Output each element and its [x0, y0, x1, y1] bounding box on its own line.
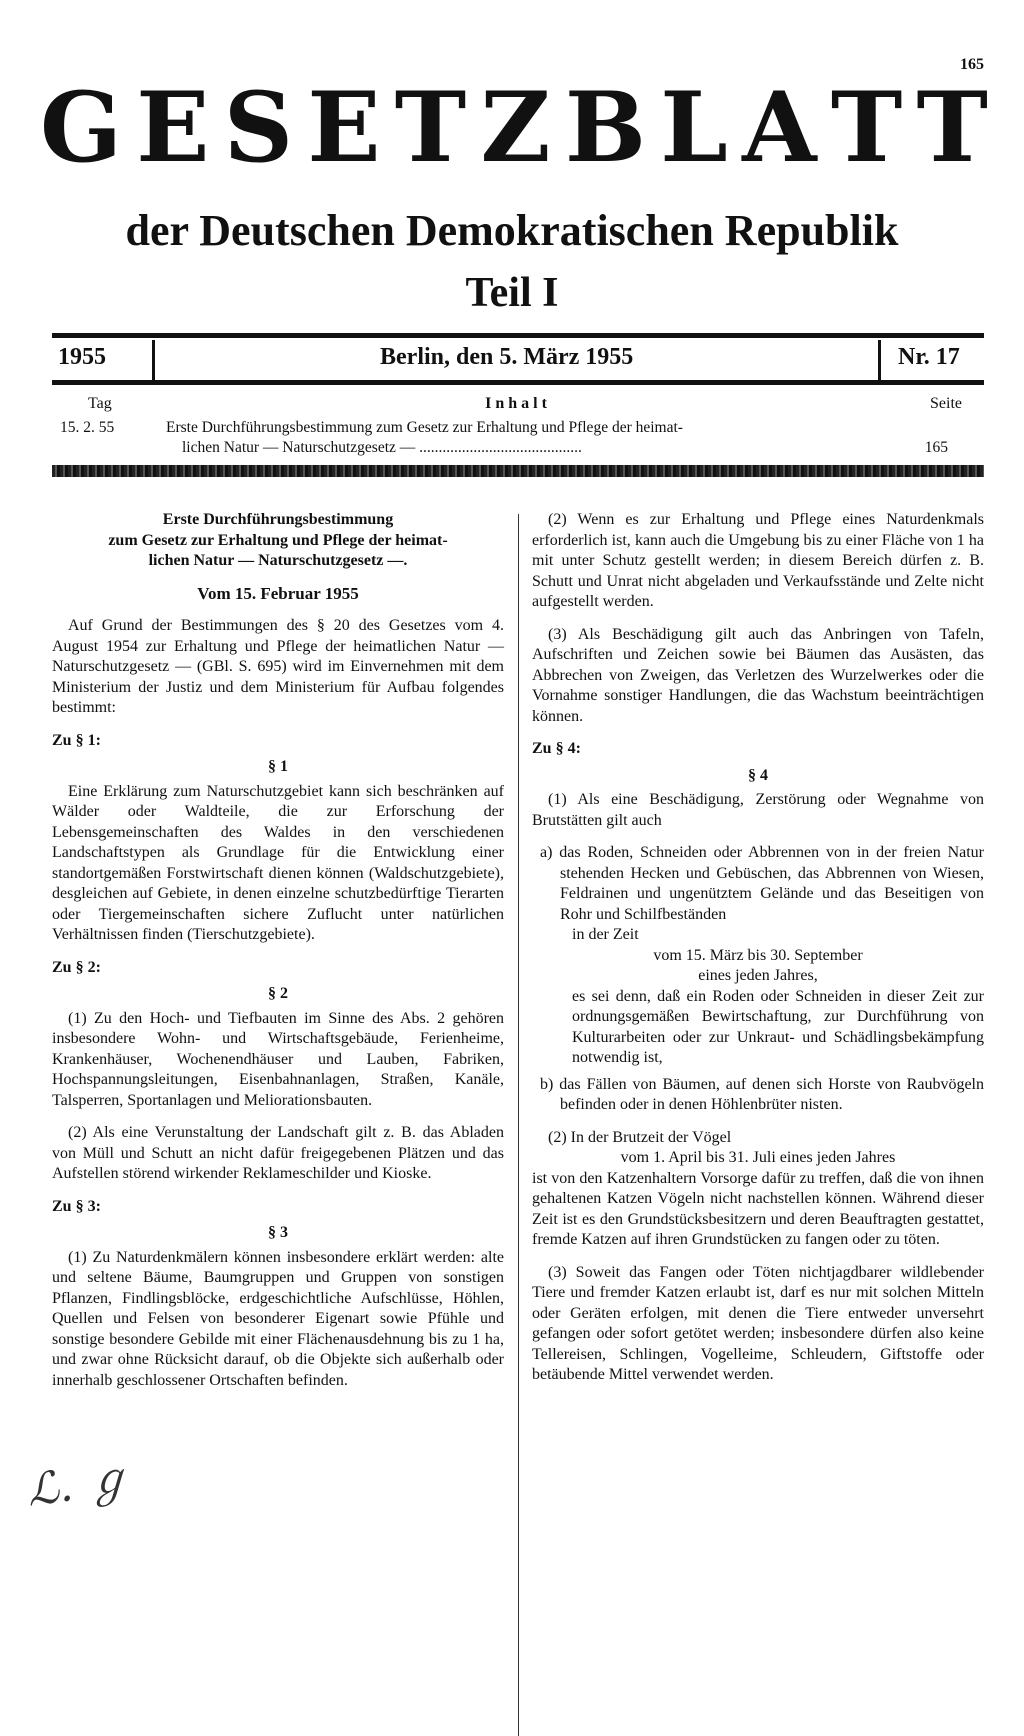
- toc-heading: Inhalt: [485, 395, 551, 412]
- toc-band: [52, 465, 984, 477]
- column-divider: [518, 514, 519, 1736]
- paragraph: (3) Als Beschädigung gilt auch das Anbringen von Tafeln, Aufschriften und Zeichen sowie bei Bäumen das Ausästen, das Abbrechen von Zweigen, das Verletzen des Wurzelwerkes oder die Vornahme sonstiger Handlungen, die das Wachstum beeinträchtigen können.: [532, 625, 984, 725]
- section-heading: § 3: [268, 1224, 288, 1241]
- masthead-letter: A: [742, 71, 817, 184]
- paragraph: es sei denn, daß ein Roden oder Schneiden in dieser Zeit zur ordnungsgemäßen Bewirtschaftung, zur Durchführung von Kulturarbeiten oder zur Unkraut- und Schädlingsbekämpfung notwendig ist,: [572, 987, 984, 1066]
- issue-bar: [52, 340, 984, 380]
- left-column: [52, 510, 504, 1403]
- masthead-letter: E: [307, 71, 381, 184]
- right-column: [532, 510, 984, 1398]
- masthead-letter: L: [660, 71, 728, 184]
- section-heading: § 1: [268, 758, 288, 775]
- list-item: a) das Roden, Schneiden oder Abbrennen von in der freien Natur stehenden Hecken und Gebüschen, das Abbrennen von Wiesen, Feldrainen und ungenütztem Gelände und das Beseitigen von Rohr und Schilfbeständen: [540, 844, 984, 923]
- issue-number: Nr. 17: [898, 344, 960, 370]
- paragraph: (1) Zu den Hoch- und Tiefbauten im Sinne des Abs. 2 gehören insbesondere Wohn- und Wirtschaftsgebäude, Ferienheime, Krankenhäuser, Wochenendhäuser und Lauben, Fabriken, Hochspannungsleitungen, Eisenbahnanlagen, Straßen, Kanäle, Talsperren, Sportanlagen und Meliorationsbauten.: [52, 1009, 504, 1109]
- section-ref: Zu § 2:: [52, 958, 101, 976]
- toc-col-seite: Seite: [930, 395, 962, 412]
- paragraph: vom 15. März bis 30. September: [653, 946, 863, 964]
- table-of-contents: [52, 395, 984, 465]
- masthead-letter: E: [136, 71, 210, 184]
- section-ref: Zu § 4:: [532, 740, 581, 757]
- masthead-letter: S: [223, 71, 294, 184]
- masthead-letter: Z: [480, 71, 551, 184]
- section-heading: § 2: [268, 985, 288, 1002]
- section-heading: § 4: [748, 766, 768, 784]
- paragraph: ist von den Katzenhaltern Vorsorge dafür zu treffen, daß die von ihnen gehaltenen Katzen Vögeln nicht nachstellen können. Während dieser Zeit ist es den Grundstücksbesitzern und deren Beauftragten gestattet, fremde Katzen auf ihren Grundstücken zu fangen oder zu töten.: [532, 1169, 984, 1248]
- decree-title: zum Gesetz zur Erhaltung und Pflege der heimat-: [108, 531, 448, 549]
- intro-paragraph: Auf Grund der Bestimmungen des § 20 des Gesetzes vom 4. August 1954 zur Erhaltung und Pflege der heimatlichen Natur — Naturschutzgesetz — (GBl. S. 695) wird im Einvernehmen mit dem Ministerium der Justiz und dem Ministerium für Aufbau folgendes bestimmt:: [52, 617, 504, 716]
- page-number: 165: [960, 56, 984, 73]
- masthead-letter: B: [564, 71, 646, 184]
- decree-title: Erste Durchführungsbestimmung: [162, 511, 394, 528]
- issue-date: Berlin, den 5. März 1955: [380, 344, 634, 370]
- masthead-title: [40, 71, 988, 184]
- toc-col-tag: Tag: [88, 395, 112, 412]
- toc-entry-date: 15. 2. 55: [60, 419, 115, 436]
- paragraph: (1) Zu Naturdenkmälern können insbesondere erklärt werden: alte und seltene Bäume, Baumgruppen und Gruppen von sonstigen Pflanzen, Findlingsblöcke, erdgeschichtliche Aufschlüsse, Höhlen, Quellen und Felsen von besonderer Eigenart sowie Pfühle und sonstige besondere Gebilde mit einer Flächenausdehnung bis zu 1 ha, und zwar ohne Rücksicht darauf, ob die Objekte sich außerhalb oder innerhalb geschlossener Ortschaften befinden.: [52, 1248, 504, 1389]
- paragraph: vom 1. April bis 31. Juli eines jeden Jahres: [620, 1149, 896, 1166]
- paragraph: (2) Als eine Verunstaltung der Landschaft gilt z. B. das Abladen von Müll und Schutt an nicht dafür freigegebenen Plätzen und das Aufstellen störend wirkender Reklameschilder und Kioske.: [52, 1124, 504, 1182]
- toc-entry-text: Erste Durchführungsbestimmung zum Gesetz zur Erhaltung und Pflege der heimat-: [166, 419, 683, 436]
- section-ref: Zu § 1:: [52, 731, 101, 749]
- decree-title: lichen Natur — Naturschutzgesetz —.: [148, 552, 408, 569]
- decree-date: Vom 15. Februar 1955: [197, 583, 359, 603]
- header-rule: [52, 333, 984, 338]
- paragraph: in der Zeit: [572, 926, 639, 943]
- paragraph: Eine Erklärung zum Naturschutzgebiet kann sich beschränken auf Wälder oder Waldteile, die zur Erforschung der Lebensgemeinschaften des Waldes in den verschiedenen Landschaftstypen als Grundlage für die Entwicklung einer standortgemäßen Forstwirtschaft dienen können (Waldschutzgebiete), desgleichen auf Gebiete, in denen einzelne schutzbedürftige Tierarten oder Tiergemeinschaften sichere Zuflucht unter natürlichen Verhältnissen finden (Tierschutzgebiete).: [52, 782, 504, 943]
- divider: [878, 340, 881, 380]
- paragraph: (2) In der Brutzeit der Vögel: [548, 1128, 732, 1146]
- divider: [152, 340, 155, 380]
- paragraph: eines jeden Jahres,: [698, 967, 818, 984]
- masthead-letter: T: [830, 71, 903, 184]
- part-label: Teil I: [465, 270, 559, 316]
- masthead-subtitle: der Deutschen Demokratischen Republik: [125, 206, 899, 255]
- paragraph: (3) Soweit das Fangen oder Töten nichtjagdbarer wildlebender Tiere und fremder Katzen erlaubt ist, darf es nur mit solchen Mitteln oder Geräten erfolgen, mit denen die Tiere entweder unversehrt gefangen oder sofort getötet werden; insbesondere dürfen also keine Tellereisen, Schlingen, Vogelleime, Schleudern, Giftstoffe oder betäubende Mittel verwendet werden.: [532, 1263, 984, 1383]
- section-ref: Zu § 3:: [52, 1197, 101, 1215]
- issue-year: 1955: [58, 344, 106, 370]
- list-item: b) das Fällen von Bäumen, auf denen sich Horste von Raubvögeln befinden oder in denen Höhlenbrüter nisten.: [540, 1075, 984, 1113]
- toc-entry-page: 165: [924, 439, 948, 456]
- masthead-letter: G: [40, 71, 122, 184]
- paragraph: (2) Wenn es zur Erhaltung und Pflege eines Naturdenkmals erforderlich ist, kann auch die Umgebung bis zu einer Fläche von 1 ha mit unter Schutz gestellt werden; in diesem Bereich dürfen z. B. Schutt und Unrat nicht abgeladen und Verkaufsstände und Zelte nicht aufgestellt werden.: [532, 511, 984, 610]
- paragraph: (1) Als eine Beschädigung, Zerstörung oder Wegnahme von Brutstätten gilt auch: [532, 791, 984, 829]
- handwritten-mark: ℒ. ℊ: [23, 1451, 134, 1517]
- toc-entry-text: lichen Natur — Naturschutzgesetz — ..........................................: [182, 439, 582, 456]
- header-rule: [52, 380, 984, 385]
- masthead-letter: T: [916, 71, 988, 184]
- masthead-letter: T: [394, 71, 467, 184]
